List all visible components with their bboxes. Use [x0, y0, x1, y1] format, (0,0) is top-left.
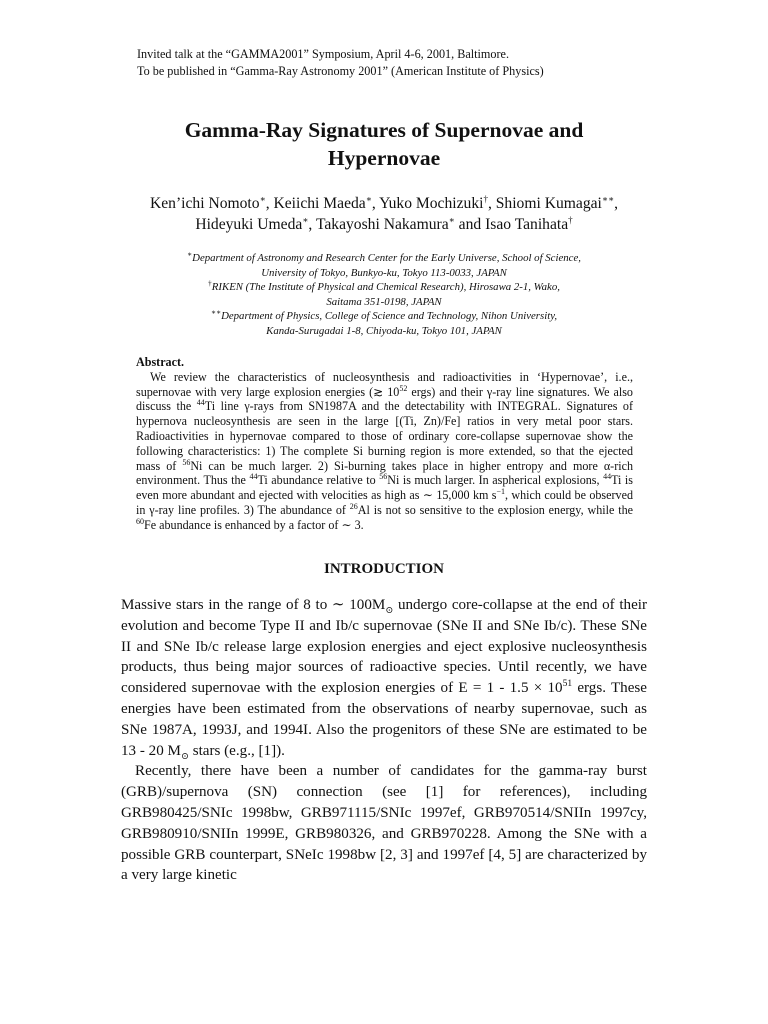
author-list [0, 193, 768, 235]
solar-symbol: ⊙ [180, 751, 189, 762]
author-mark: † [568, 214, 573, 225]
author-mark: ∗∗ [601, 193, 615, 204]
paragraph-text: Massive stars in the range of 8 to ∼ 100M [121, 597, 386, 613]
affiliation-line: Kanda-Surugadai 1-8, Chiyoda-ku, Tokyo 101, JAPAN [266, 324, 502, 337]
header-note-line-1: Invited talk at the “GAMMA2001” Symposium, April 4-6, 2001, Baltimore. [137, 47, 510, 61]
author-separator: , [487, 195, 496, 212]
abstract-isotope: 44 [196, 398, 205, 408]
affiliation-mark: ∗ [187, 249, 193, 259]
author-name: Takayoshi Nakamura [315, 216, 449, 233]
affiliation-mark: † [208, 278, 212, 288]
author-name: Isao Tanihata [485, 216, 569, 233]
abstract-isotope: 60 [136, 516, 144, 526]
header-note-line-2: To be published in “Gamma-Ray Astronomy 2001” (American Institute of Physics) [137, 64, 544, 78]
author-mark: † [483, 193, 488, 204]
solar-symbol: ⊙ [385, 606, 394, 617]
author-line-1 [0, 193, 768, 214]
paper-title [0, 116, 768, 172]
abstract-body [136, 370, 633, 533]
affiliation-line [0, 251, 768, 266]
abstract-text: , which could be observed in γ-ray line profiles. 3) The abundance of [136, 488, 633, 517]
affiliation-mark: ∗∗ [210, 307, 222, 317]
abstract [136, 355, 633, 533]
abstract-text: Ti line γ-rays from SN1987A and the detectability with INTEGRAL. Signatures of hypernova nucleosynthesis are seen in the large [(Ti, Zn)/Fe] ratios in very metal poor stars. Radioactivities in hypernovae compared to those of ordinary core-collapse supernovae show the following characteristics: 1) The complete Si burning region is more extended, so that the ejected mass of [136, 399, 634, 473]
paragraph-text: ergs. These energies have been estimated from the observations of nearby supernovae, such as SNe 1987A, 1993J, and 1994I. Also the progenitors of these SNe are estimated to be 13 - 20 M [121, 680, 647, 759]
abstract-isotope: 56 [182, 457, 191, 467]
abstract-isotope: 44 [249, 472, 258, 482]
paragraph-2: Recently, there have been a number of candidates for the gamma-ray burst (GRB)/supernova (SN) connection (see [1] for references), including GRB980425/SNIc 1998bw, GRB971115/SNIc 1997ef, GRB970514/SNIIn 1997cy, GRB980910/SNIIn 1999E, GRB980326, and GRB970228. Among the SNe with a possible GRB counterpart, SNeIc 1998bw [2, 3] and 1997ef [4, 5] are characterized by a very large kinetic [121, 763, 647, 884]
author-name: Hideyuki Umeda [195, 216, 303, 233]
author-mark: ∗ [448, 214, 455, 225]
abstract-text: Ti is even more abundant and ejected with velocities as high as ∼ 15,000 km s [136, 473, 633, 503]
author-name: Keiichi Maeda [273, 195, 366, 212]
paragraph-text: stars (e.g., [1]). [188, 742, 285, 759]
abstract-isotope: 26 [349, 501, 358, 511]
abstract-text: Ni is much larger. In aspherical explosions, [387, 473, 604, 488]
affiliation-line [0, 280, 768, 295]
affiliation-line: University of Tokyo, Bunkyo-ku, Tokyo 113-0033, JAPAN [261, 266, 507, 279]
author-mark: ∗ [365, 193, 372, 204]
author-separator: , [308, 216, 316, 233]
abstract-exponent: 52 [399, 383, 408, 393]
paragraph-1 [121, 595, 647, 761]
abstract-text: Fe abundance is enhanced by a factor of ∼ 3. [144, 517, 364, 532]
abstract-text: Al is not so sensitive to the explosion energy, while the [357, 502, 633, 517]
affiliation-text: RIKEN (The Institute of Physical and Chemical Research), Hirosawa 2-1, Wako, [211, 281, 560, 294]
abstract-exponent: −1 [496, 487, 506, 497]
paragraph-text: undergo core-collapse at the end of their evolution and become Type II and Ib/c supernovae (SNe II and SNe Ib/c). These SNe II and SNe Ib/c release large explosion energies and eject explosive nucleosynthesis products, thus being major sources of radioactive species. Until recently, we have considered supernovae with the explosion energies of E = 1 - 1.5 × 10 [121, 597, 647, 697]
paragraph-exponent: 51 [562, 679, 573, 690]
affiliation-text: Department of Physics, College of Science and Technology, Nihon University, [221, 310, 558, 323]
author-separator: , [371, 195, 380, 212]
abstract-text: We review the characteristics of nucleosynthesis and radioactivities in ‘Hypernovae’, i.e., supernovae with very large explosion energies (≳ 10 [136, 369, 633, 399]
header-note [137, 46, 544, 80]
author-separator: , [614, 195, 619, 212]
abstract-label: Abstract. [136, 355, 185, 369]
body-text [121, 595, 647, 886]
author-mark: ∗ [302, 214, 309, 225]
paper-title-line-1: Gamma-Ray Signatures of Supernovae and [184, 118, 584, 142]
author-line-2 [0, 214, 768, 235]
author-mark: ∗ [259, 193, 266, 204]
abstract-text: Ni can be much larger. 2) Si-burning takes place in higher entropy and more α-rich environment. Thus the [136, 458, 633, 488]
affiliation-text: Department of Astronomy and Research Center for the Early Universe, School of Science, [192, 252, 581, 264]
abstract-isotope: 44 [603, 472, 612, 482]
affiliation-line: Saitama 351-0198, JAPAN [326, 295, 442, 308]
author-name: Yuko Mochizuki [379, 195, 484, 212]
abstract-isotope: 56 [379, 472, 388, 482]
author-separator: and [454, 216, 486, 233]
section-heading-introduction: INTRODUCTION [323, 561, 444, 577]
abstract-text: ergs) and their γ-ray line signatures. We also discuss the [136, 384, 633, 414]
affiliations [0, 251, 768, 339]
paper-title-line-2: Hypernovae [327, 146, 441, 170]
affiliation-line [0, 309, 768, 324]
author-name: Ken’ichi Nomoto [149, 195, 260, 212]
author-name: Shiomi Kumagai [495, 195, 602, 212]
abstract-text: Ti abundance relative to [257, 473, 380, 488]
author-separator: , [265, 195, 274, 212]
